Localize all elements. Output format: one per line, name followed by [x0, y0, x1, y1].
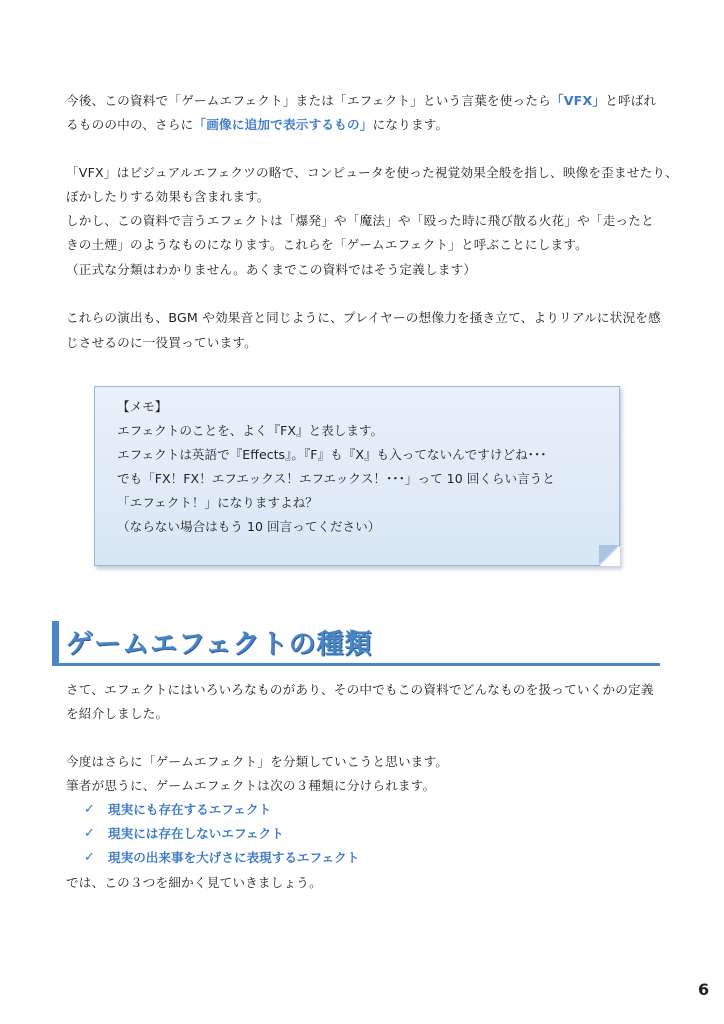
- section-heading-bar: [52, 621, 59, 665]
- paragraph-line: ぼかしたりする効果も含まれます。: [66, 189, 270, 204]
- list-item: 現実には存在しないエフェクト: [108, 826, 284, 841]
- memo-line: エフェクトのことを、よく『FX』と表します。: [117, 423, 384, 438]
- intro-line-1: [66, 89, 656, 113]
- memo-line: エフェクトは英語で『Effects』。『F』も『X』も入ってないんですけどね･･･: [117, 447, 547, 462]
- paragraph-line: さて、エフェクトにはいろいろなものがあり、その中でもこの資料でどんなものを扱っていくかの定義: [66, 682, 654, 697]
- memo-line: （ならない場合はもう 10 回言ってください）: [117, 519, 381, 534]
- memo-line: でも「FX！FX！エフエックス！エフエックス！･･･」って 10 回くらい言うと: [117, 471, 555, 486]
- paragraph-line: 筆者が思うに、ゲームエフェクトは次の３種類に分けられます。: [66, 778, 436, 793]
- memo-heading: 【メモ】: [117, 399, 168, 414]
- check-icon: ✓: [84, 826, 95, 841]
- intro-text: 今後、この資料で「ゲームエフェクト」または「エフェクト」という言葉を使ったら: [66, 93, 551, 108]
- page-number: 6: [698, 980, 710, 999]
- memo-fold-shade: [599, 545, 619, 565]
- paragraph-line: じさせるのに一役買っています。: [66, 335, 257, 350]
- intro-text: と呼ばれ: [605, 93, 657, 108]
- intro-text: るものの中の、さらに: [66, 117, 194, 132]
- paragraph-line: 「VFX」はビジュアルエフェクツの略で、コンピュータを使った視覚効果全般を指し、映像を歪ませたり、: [66, 165, 678, 180]
- section-divider: [52, 663, 660, 666]
- paragraph-line: （正式な分類はわかりません。あくまでこの資料ではそう定義します）: [66, 262, 477, 277]
- paragraph-line: では、この３つを細かく見ていきましょう。: [66, 875, 322, 890]
- list-item: 現実の出来事を大げさに表現するエフェクト: [108, 850, 360, 865]
- intro-text: になります。: [372, 117, 449, 132]
- check-icon: ✓: [84, 850, 95, 865]
- paragraph-line: きの土煙」のようなものになります。これらを「ゲームエフェクト」と呼ぶことにします。: [66, 237, 588, 252]
- paragraph-line: を紹介しました。: [66, 706, 169, 721]
- memo-box: [94, 386, 620, 566]
- list-item: 現実にも存在するエフェクト: [108, 802, 272, 817]
- memo-line: 「エフェクト！」になりますよね？: [117, 495, 318, 510]
- paragraph-line: しかし、この資料で言うエフェクトは「爆発」や「魔法」や「殴った時に飛び散る火花」や「走ったと: [66, 213, 654, 228]
- intro-line-2: [66, 113, 448, 137]
- highlight-vfx: 「VFX」: [550, 93, 606, 108]
- paragraph-line: 今度はさらに「ゲームエフェクト」を分類していこうと思います。: [66, 754, 449, 769]
- check-icon: ✓: [84, 802, 95, 817]
- section-title: ゲームエフェクトの種類: [66, 629, 373, 660]
- highlight-definition: 「画像に追加で表示するもの」: [193, 117, 373, 132]
- paragraph-line: これらの演出も、BGM や効果音と同じように、プレイヤーの想像力を掻き立て、よりリアルに状況を感: [66, 310, 661, 325]
